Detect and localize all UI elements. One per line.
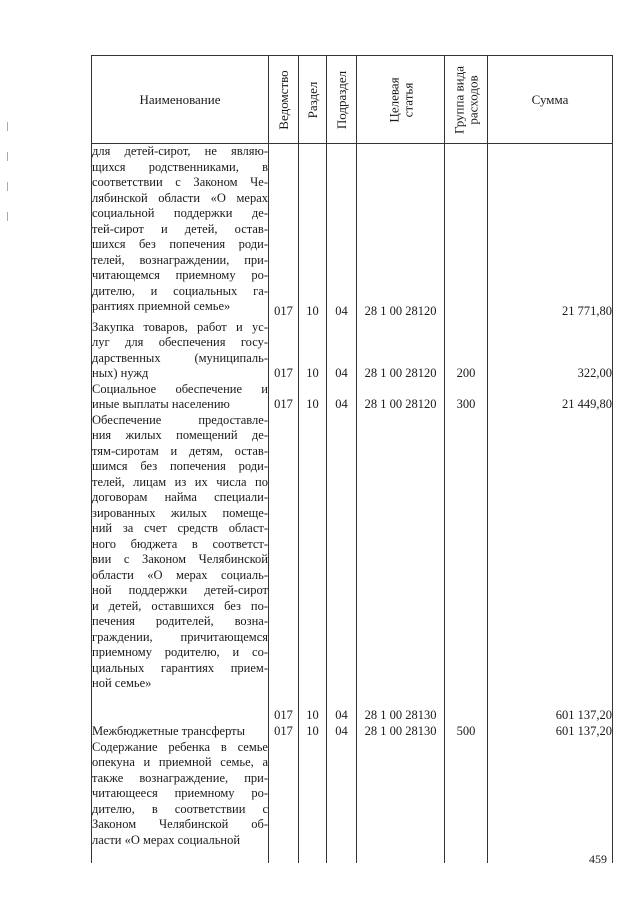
row-name-line: также вознаграждение, при- — [92, 770, 268, 785]
cell-razdel-value: 10 — [306, 397, 319, 411]
row-name-line: шимся без попечения роди- — [92, 459, 268, 473]
cell-vedomstvo-value: 017 — [274, 366, 293, 380]
cell-gruppa-vida — [445, 382, 488, 413]
cell-podrazdel — [327, 320, 357, 382]
cell-razdel-value: 10 — [306, 366, 319, 380]
row-name-line: договорам найма специали- — [92, 490, 268, 504]
cell-vedomstvo — [269, 320, 299, 382]
row-name-line: лябинской области «О мерах — [92, 190, 268, 205]
cell-celevaya-statya — [357, 724, 445, 740]
cell-razdel — [299, 413, 327, 724]
row-name-line: ной поддержки детей-сирот — [92, 583, 268, 597]
row-name-line: Социальное обеспечение и — [92, 381, 268, 396]
cell-summa-value: 601 137,20 — [555, 724, 612, 738]
cell-gruppa-vida — [445, 320, 488, 382]
row-name-line: социальной поддержки де- — [92, 206, 268, 220]
row-name-line: Закупка товаров, работ и ус- — [92, 319, 268, 334]
cell-podrazdel — [327, 740, 357, 863]
cell-vedomstvo-value: 017 — [274, 708, 293, 722]
cell-vedomstvo — [269, 382, 299, 413]
header-summa: Сумма — [488, 56, 613, 144]
row-name-line: ласти «О мерах социальной — [92, 832, 241, 847]
row-name-line: циальных гарантиях прием- — [92, 660, 268, 675]
cell-summa — [488, 144, 613, 320]
row-name — [92, 740, 269, 863]
row-name-line: телей, вознаграждении, при- — [92, 252, 268, 267]
cell-celevaya-statya — [357, 413, 445, 724]
cell-podrazdel-value: 04 — [335, 366, 348, 380]
budget-table — [91, 55, 613, 863]
cell-razdel — [299, 382, 327, 413]
row-name-line: читающемся приемному ро- — [92, 268, 268, 282]
row-name-line: дителю, в соответствии с — [92, 801, 268, 816]
cell-vedomstvo — [269, 740, 299, 863]
cell-vedomstvo — [269, 413, 299, 724]
row-name-line: ния жилых помещений де- — [92, 428, 268, 442]
cell-vedomstvo — [269, 144, 299, 320]
row-name-line: ний за счет средств област- — [92, 521, 268, 535]
cell-summa-value: 21 771,80 — [562, 304, 612, 318]
cell-podrazdel — [327, 413, 357, 724]
cell-celevaya-statya-value: 28 1 00 28120 — [364, 397, 437, 411]
cell-razdel — [299, 144, 327, 320]
header-vedomstvo: Ведомство — [269, 56, 299, 144]
cell-celevaya-statya-value: 28 1 00 28130 — [364, 708, 437, 722]
row-name-line: Содержание ребенка в семье — [92, 739, 268, 754]
cell-podrazdel-value: 04 — [335, 708, 348, 722]
cell-celevaya-statya — [357, 320, 445, 382]
row-name-line: и детей, оставшихся без по- — [92, 598, 268, 613]
cell-podrazdel-value: 04 — [335, 304, 348, 318]
row-name-line: ных) нужд — [92, 366, 149, 380]
cell-summa — [488, 382, 613, 413]
row-name — [92, 413, 269, 724]
row-name-line: области «О мерах социаль- — [92, 567, 268, 582]
cell-razdel-value: 10 — [306, 708, 319, 722]
cell-gruppa-vida — [445, 740, 488, 863]
row-name — [92, 320, 269, 382]
cell-celevaya-statya-value: 28 1 00 28120 — [364, 304, 437, 318]
row-name-line: телей, лицам из их числа по — [92, 474, 268, 489]
table-row — [92, 382, 613, 413]
row-name-line: опекуна и приемной семье, а — [92, 755, 268, 769]
row-name-line: иные выплаты населению — [92, 397, 230, 411]
row-name-line: Законом Челябинской об- — [92, 817, 268, 831]
cell-gruppa-vida — [445, 413, 488, 724]
row-name-line: ного бюджета в соответст- — [92, 536, 268, 551]
cell-celevaya-statya — [357, 144, 445, 320]
cell-summa — [488, 740, 613, 863]
cell-razdel — [299, 320, 327, 382]
table-header-row — [92, 56, 613, 144]
row-name-line: соответствии с Законом Че- — [92, 175, 268, 189]
row-name-line: зированных жилых помеще- — [92, 505, 268, 520]
row-name-line: Обеспечение предоставле- — [92, 412, 268, 427]
cell-gruppa-vida-value: 200 — [456, 366, 476, 380]
cell-razdel-value: 10 — [306, 724, 319, 738]
cell-summa-value: 601 137,20 — [555, 708, 612, 722]
cell-celevaya-statya — [357, 740, 445, 863]
cell-podrazdel-value: 04 — [335, 724, 348, 738]
header-name: Наименование — [92, 56, 269, 144]
header-celevaya-statya: Целевая статья — [357, 56, 445, 144]
row-name-line: шихся без попечения роди- — [92, 237, 268, 251]
cell-summa — [488, 320, 613, 382]
row-name-line: ной семье» — [92, 676, 152, 690]
cell-celevaya-statya-value: 28 1 00 28130 — [364, 724, 437, 738]
table-body — [92, 144, 613, 863]
table-row — [92, 413, 613, 724]
margin-mark — [7, 212, 8, 221]
cell-gruppa-vida — [445, 724, 488, 740]
cell-summa-value: 322,00 — [577, 366, 612, 380]
cell-vedomstvo-value: 017 — [274, 724, 293, 738]
row-name-line: граждении, причитающемся — [92, 629, 268, 644]
margin-mark — [7, 152, 8, 161]
row-name-line: рантиях приемной семье» — [92, 299, 231, 313]
row-name-line: Межбюджетные трансферты — [92, 723, 246, 738]
cell-summa — [488, 724, 613, 740]
cell-celevaya-statya-value: 28 1 00 28120 — [364, 366, 437, 380]
cell-razdel — [299, 724, 327, 740]
cell-vedomstvo-value: 017 — [274, 304, 293, 318]
row-name-line: для детей-сирот, не являю- — [92, 144, 268, 158]
row-name-line: читающееся приемному ро- — [92, 786, 268, 800]
row-name — [92, 382, 269, 413]
header-razdel: Раздел — [299, 56, 327, 144]
cell-razdel — [299, 740, 327, 863]
margin-mark — [7, 122, 8, 131]
cell-summa-value: 21 449,80 — [562, 397, 612, 411]
row-name-line: щихся родственниками, в — [92, 159, 268, 174]
header-podrazdel: Подраздел — [327, 56, 357, 144]
cell-gruppa-vida-value: 300 — [456, 397, 476, 411]
table-row — [92, 320, 613, 382]
row-name-line: тям-сиротам и детям, остав- — [92, 443, 268, 458]
row-name-line: печения родителей, возна- — [92, 614, 268, 628]
cell-podrazdel — [327, 144, 357, 320]
header-gruppa-vida-raskhodov: Группа вида расходов — [445, 56, 488, 144]
row-name-line: приемному родителю, и со- — [92, 645, 268, 659]
row-name-line: вии с Законом Челябинской — [92, 552, 268, 566]
cell-razdel-value: 10 — [306, 304, 319, 318]
table-row — [92, 724, 613, 740]
cell-gruppa-vida — [445, 144, 488, 320]
cell-podrazdel — [327, 724, 357, 740]
margin-mark — [7, 182, 8, 191]
row-name — [92, 724, 269, 740]
cell-vedomstvo — [269, 724, 299, 740]
row-name-line: дителю, и социальных га- — [92, 283, 268, 298]
table-row — [92, 740, 613, 863]
row-name — [92, 144, 269, 320]
cell-podrazdel-value: 04 — [335, 397, 348, 411]
cell-podrazdel — [327, 382, 357, 413]
cell-vedomstvo-value: 017 — [274, 397, 293, 411]
page-number: 459 — [589, 852, 607, 866]
row-name-line: тей-сирот и детей, остав- — [92, 221, 268, 236]
cell-celevaya-statya — [357, 382, 445, 413]
row-name-line: дарственных (муниципаль- — [92, 350, 268, 365]
row-name-line: луг для обеспечения госу- — [92, 335, 268, 349]
cell-summa — [488, 413, 613, 724]
cell-gruppa-vida-value: 500 — [456, 724, 476, 738]
table-row — [92, 144, 613, 320]
